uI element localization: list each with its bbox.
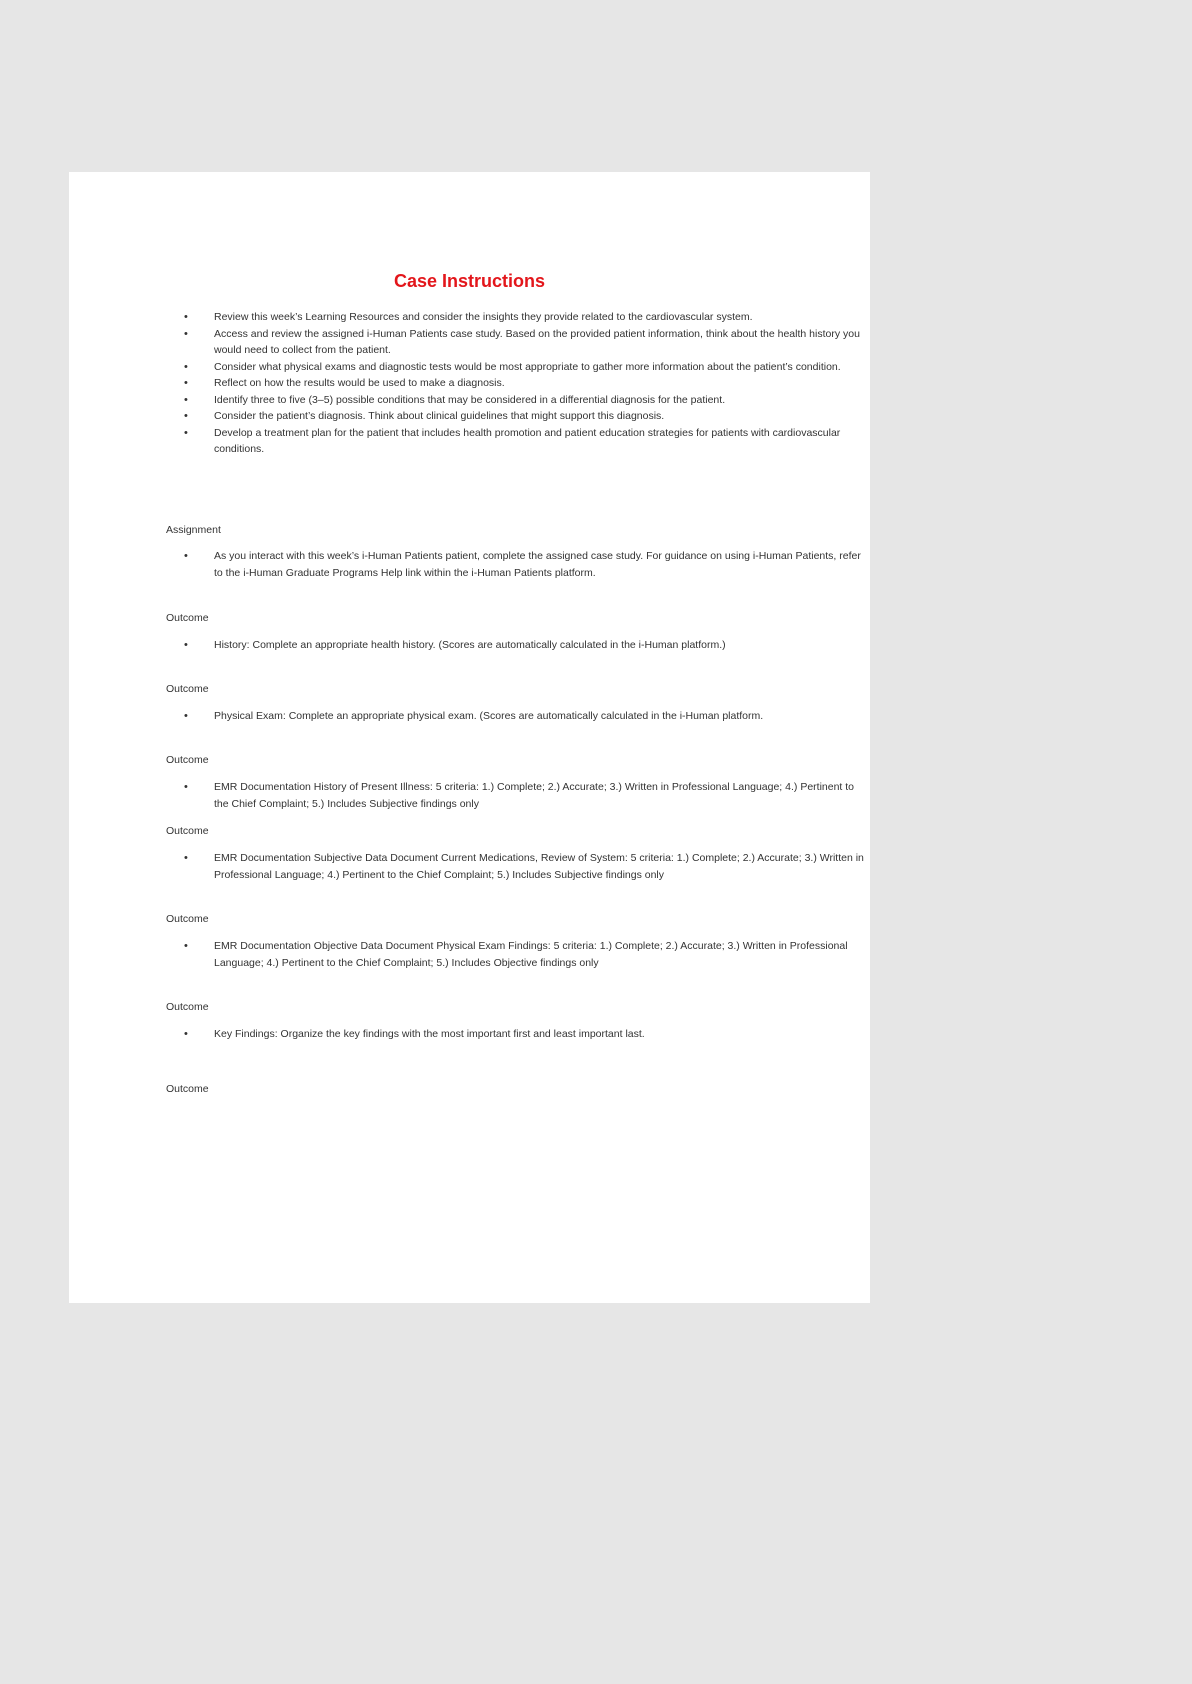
instruction-item: • Consider the patient’s diagnosis. Think about clinical guidelines that might support this diagnosis. xyxy=(166,408,866,425)
bullet-icon: • xyxy=(184,327,188,340)
outcome-item: • History: Complete an appropriate health history. (Scores are automatically calculated in the i-Human platform.) xyxy=(166,637,866,654)
outcome-list xyxy=(166,850,866,883)
outcome-list xyxy=(166,779,866,812)
outcome-item: • Physical Exam: Complete an appropriate physical exam. (Scores are automatically calculated in the i-Human platform. xyxy=(166,708,866,725)
instructions-list xyxy=(166,309,866,458)
outcome-heading: Outcome xyxy=(166,825,209,837)
outcome-list-container xyxy=(166,708,866,725)
instruction-item: • Reflect on how the results would be used to make a diagnosis. xyxy=(166,375,866,392)
outcome-heading: Outcome xyxy=(166,913,209,925)
outcome-heading: Outcome xyxy=(166,1001,209,1013)
instruction-item: • Consider what physical exams and diagnostic tests would be most appropriate to gather more information about the patient’s condition. xyxy=(166,359,866,376)
document-page xyxy=(69,172,870,1303)
outcome-item: • EMR Documentation History of Present Illness: 5 criteria: 1.) Complete; 2.) Accurate; 3.) Written in Professional Language; 4.) Pertinent to the Chief Complaint; 5.) Includes Subjective findings only xyxy=(184,781,855,810)
assignment-heading: Assignment xyxy=(166,524,221,536)
outcome-list xyxy=(166,938,866,971)
bullet-icon: • xyxy=(184,940,188,952)
outcome-item: • EMR Documentation Objective Data Document Physical Exam Findings: 5 criteria: 1.) Complete; 2.) Accurate; 3.) Written in Professional Language; 4.) Pertinent to the Chief Complaint; 5.) Includes Objective findings only xyxy=(184,940,848,969)
bullet-icon: • xyxy=(184,360,188,373)
assignment-list xyxy=(166,548,866,581)
bullet-icon: • xyxy=(184,550,188,562)
bullet-icon: • xyxy=(184,426,188,439)
instruction-item: • Access and review the assigned i-Human Patients case study. Based on the provided patient information, think about the health history you would need to collect from the patient. xyxy=(184,327,860,356)
bullet-icon: • xyxy=(184,410,188,422)
assignment-item: • As you interact with this week’s i-Human Patients patient, complete the assigned case study. For guidance on using i-Human Patients, refer to the i-Human Graduate Programs Help link within the i-Human Patients platform. xyxy=(184,550,861,579)
instruction-item: • Develop a treatment plan for the patient that includes health promotion and patient education strategies for patients with cardiovascular conditions. xyxy=(184,426,841,455)
outcome-list xyxy=(166,637,866,654)
bullet-icon: • xyxy=(184,393,188,406)
bullet-icon: • xyxy=(184,781,188,793)
outcome-list-container xyxy=(166,1026,866,1043)
outcome-heading: Outcome xyxy=(166,754,209,766)
outcome-heading: Outcome xyxy=(166,612,209,624)
outcome-list-container xyxy=(166,850,866,883)
bullet-icon: • xyxy=(184,311,188,323)
bullet-icon: • xyxy=(184,377,188,389)
outcome-list xyxy=(166,1026,866,1043)
bullet-icon: • xyxy=(184,1028,188,1040)
page-title: Case Instructions xyxy=(393,271,546,291)
bullet-icon: • xyxy=(184,852,188,864)
assignment-list-container xyxy=(166,548,866,581)
outcome-heading: Outcome xyxy=(166,683,209,695)
bullet-icon: • xyxy=(184,710,188,722)
outcome-item: • Key Findings: Organize the key findings with the most important first and least important last. xyxy=(166,1026,866,1043)
instruction-item: • Identify three to five (3–5) possible conditions that may be considered in a differential diagnosis for the patient. xyxy=(166,392,866,409)
outcome-list-container xyxy=(166,637,866,654)
outcome-item: • EMR Documentation Subjective Data Document Current Medications, Review of System: 5 criteria: 1.) Complete; 2.) Accurate; 3.) Written in Professional Language; 4.) Pertinent to the Chief Complaint; 5.) Includes Subjective findings only xyxy=(184,852,864,881)
bullet-icon: • xyxy=(184,639,188,651)
outcome-list xyxy=(166,708,866,725)
outcome-list-container xyxy=(166,779,866,812)
outcome-list-container xyxy=(166,938,866,971)
outcome-heading: Outcome xyxy=(166,1083,209,1095)
instruction-item: • Review this week’s Learning Resources and consider the insights they provide related to the cardiovascular system. xyxy=(166,309,866,326)
instructions-list-container xyxy=(166,309,866,458)
